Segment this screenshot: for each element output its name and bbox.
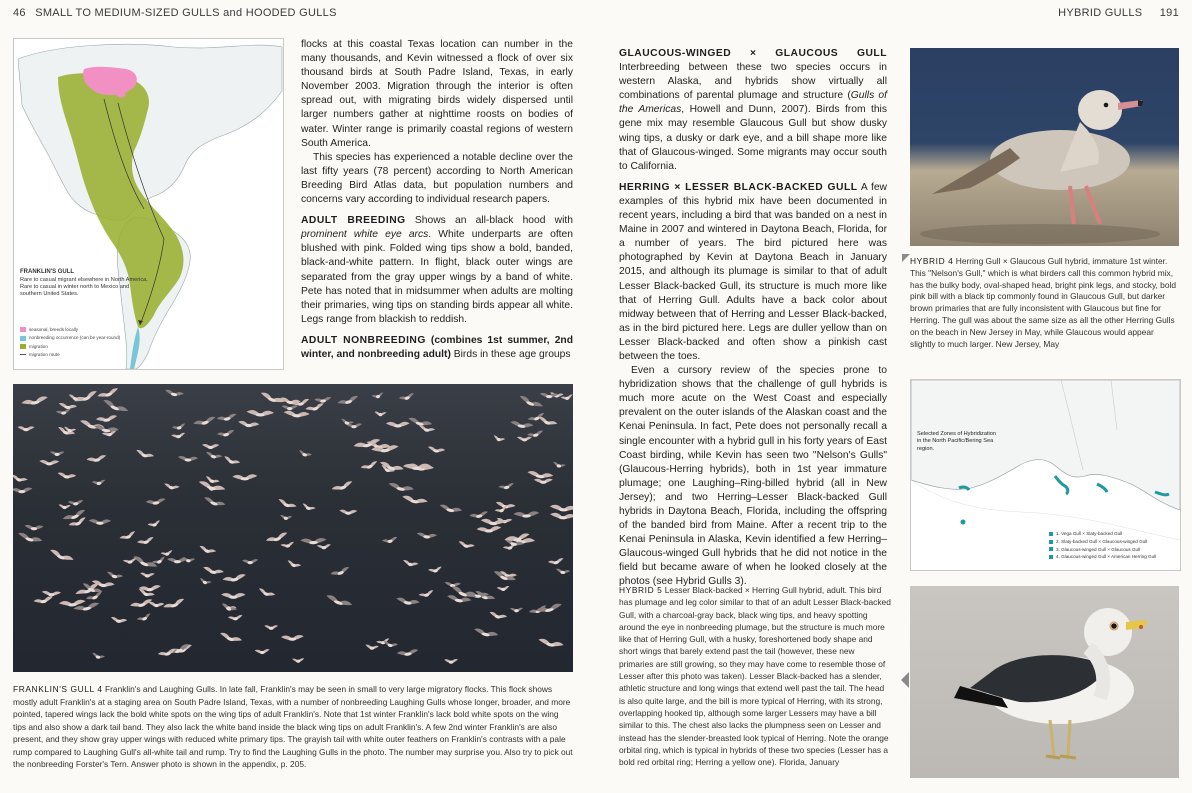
range-map (13, 38, 284, 370)
flying-gull (140, 573, 155, 578)
flying-gull (137, 536, 155, 546)
flying-gull (202, 444, 219, 449)
flying-gull (280, 541, 295, 548)
running-title-left: SMALL TO MEDIUM-SIZED GULLS and HOODED GULLS (35, 7, 337, 19)
flying-gull (86, 454, 107, 463)
paragraph: flocks at this coastal Texas location can number in the many thousands, and Kevin witnessed a flock of over six thousand birds at South Padre Island, Texas, in early November 2003. Migration through the interior is often spread out, with migrating birds widely dispersed until larger numbers gather at nighttime roosts on bodies of water. Winter range is primarily coastal regions of western South America. (301, 39, 573, 149)
hybrid4-photo (910, 48, 1179, 246)
flying-gull (50, 451, 64, 456)
flying-gull (495, 501, 516, 510)
range-map-legend (20, 326, 120, 359)
flying-gull (220, 603, 237, 613)
flying-gull (497, 586, 510, 592)
flying-gull (92, 479, 106, 486)
flying-gull (33, 596, 54, 606)
flying-gull (518, 395, 544, 411)
flying-gull (163, 483, 179, 491)
hybridization-map-legend (1049, 530, 1156, 561)
legend-item: 2. Slaty-backed Gull × Glaucous-winged Gull (1049, 538, 1156, 546)
flying-gull (242, 559, 258, 565)
flying-gull (360, 460, 378, 471)
legend-item: migration (20, 343, 120, 351)
flying-gull (473, 628, 499, 639)
range-map-caption (20, 269, 150, 299)
flying-gull (202, 566, 224, 576)
flying-gull (510, 608, 523, 613)
range-map-description: Rare to casual migrant elsewhere in North America. Rare to casual in winter north to Mexico and southern United States. (20, 276, 148, 298)
running-header-left (13, 7, 337, 19)
flying-gull (281, 405, 298, 410)
flock-photo-drawing (13, 384, 573, 672)
flying-gull (91, 652, 105, 660)
hybridization-map (910, 379, 1181, 571)
flying-gull (148, 602, 164, 608)
flock-caption-label: FRANKLIN'S GULL 4 (13, 684, 103, 694)
flying-gull (517, 437, 532, 442)
legend-item: 1. Vega Gull × Slaty-backed Gull (1049, 530, 1156, 538)
flying-gull (550, 504, 573, 512)
flying-gull (110, 617, 127, 625)
hybrid5-text: Lesser Black-backed × Herring Gull hybrid, adult. This bird has plumage and leg color similar to that of an adult Lesser Black-backed Gull, with a charcoal-gray back, black wing tips, and heavy spotting around the eye in nonbreeding plumage, but the structure is much more like that of Herring Gull, with a husky, foreshortened body shape and short wings that barely extend past the tail (however, these new primaries are still growing, so they may have come to resemble those of Lesser after this photo was taken). Lesser Black-backed has a slender, athletic structure and long wings that extend well past the tail. The head is also quite large, and the bill is more typical of Herring, with its strong, overlapping hooked tip, although some larger Lessers may have a bill similar to this. The chest also lacks the plumpness seen on Lesser and instead has the slender-breasted look typical of Herring. Note the orange orbital ring, which is typical in hybrids of these two species (Lesser has a bold red orbital ring; Herring a yellow one). Florida, January (619, 585, 891, 768)
legend-swatch-nonbreeding (20, 336, 26, 341)
flying-gull (330, 566, 350, 578)
flying-gull (402, 560, 418, 568)
flying-gull (416, 532, 437, 539)
adult-nonbreeding-section: ADULT NONBREEDING (combines 1st summer, 2nd winter, and nonbreeding adult) Birds in these age groups (301, 334, 573, 360)
flying-gull (382, 536, 398, 544)
flying-gull (205, 451, 222, 460)
flying-gull (277, 498, 297, 510)
flying-gull (167, 558, 188, 564)
legend-swatch-breeding (20, 327, 26, 332)
flying-gull (374, 411, 386, 416)
flying-gull (561, 394, 573, 401)
glaucous-winged-heading: GLAUCOUS-WINGED × GLAUCOUS GULL (619, 48, 887, 59)
flying-gull (300, 538, 326, 545)
flying-gull (102, 398, 129, 414)
flying-gull (42, 591, 62, 597)
flying-gull (178, 456, 199, 462)
flying-gull (106, 571, 123, 580)
flying-gull (386, 422, 410, 428)
hybrid5-caption (619, 584, 891, 768)
flying-gull (97, 387, 119, 400)
legend-swatch-route (20, 354, 26, 355)
flying-gull (444, 659, 458, 664)
flying-gull (164, 389, 184, 398)
flying-gull (257, 588, 275, 599)
flying-gull (439, 504, 463, 515)
flying-gull (238, 420, 260, 428)
hybrid4-text: Herring Gull × Glaucous Gull hybrid, immature 1st winter. This "Nelson's Gull," which is what birders call this common hybrid mix, has the bulky body, oval-shaped head, bright pink legs, and stocky, bold pink bill with a black tip commonly found in Glaucous Gull, but darker brown primaries that are fully inconsistent with Glaucous but fine for Herring. The gull was about the same size as all the other Herring Gulls on the beach in New Jersey in May, while Glaucous would appear slightly to much larger. New Jersey, May (910, 256, 1176, 349)
flying-gull (401, 495, 428, 506)
caption-pointer (902, 254, 910, 262)
flying-gull (93, 425, 119, 434)
paragraph: Even a cursory review of the species prone to hybridization shows that the challenge of gull hybrids is much more acute on the West Coast and especially prevalent on the outer islands of the Alaskan coast and the Kenai Peninsula. In fact, Pete does not personally recall a single encounter with a hybrid gull in his forty years of East Coast birding, while Kevin has seen two "Nelson's Gulls" (Glaucous-Herring hybrids), both in 1st year immature plumage; one Laughing–Ring-billed hybrid (all in New Jersey); and two Herring–Lesser Black-backed Gull hybrids in Daytona Beach, Florida, including the offspring of the banded bird from Maine. After a recent trip to the Kenai Peninsula in Alaska, Kevin identified a few Herring–Glaucous-winged Gull hybrids that he did not notice in the field but became aware of when he looked closely at the photos (see Hybrid Gulls 3). (619, 365, 887, 588)
legend-item: migration route (20, 351, 120, 359)
flying-gull (68, 500, 84, 506)
flying-gull (264, 625, 278, 630)
flying-gull (246, 410, 274, 417)
flying-gull (217, 429, 235, 438)
flying-gull (298, 450, 312, 459)
flying-gull (56, 409, 72, 416)
flying-gull (145, 498, 166, 506)
legend-item: 3. Glaucous-winged Gull × Glaucous Gull (1049, 546, 1156, 554)
flying-gull (13, 487, 33, 493)
adult-nonbreeding-heading: ADULT NONBREEDING (301, 334, 426, 346)
flying-gull (283, 410, 309, 418)
flying-gull (476, 526, 501, 534)
flying-gull (469, 511, 489, 520)
flying-gull (123, 558, 137, 565)
flock-photo (13, 384, 573, 672)
flying-gull (489, 611, 508, 620)
flying-gull (216, 413, 237, 423)
flying-gull (58, 504, 70, 509)
flying-gull (135, 449, 154, 460)
herring-lesser-section: HERRING × LESSER BLACK-BACKED GULL A few examples of this hybrid mix have been documented in recent years, including a bird that was banded on a nest in Maine in 2007 and wintered in Daytona Beach, Florida, for a number of years. The bird pictured here was photographed by Kevin at Daytona Beach in January 2015, and although its plumage is similar to that of adult Lesser Black-backed Gull, its structure is much more like that of Herring Gull. Adults have a back color about midway between that of Herring and Lesser Black-backed, as in the bird pictured here. Legs are duller yellow than on Lesser Black-backed and often show a pinkish cast between the toes. (619, 181, 887, 362)
left-text-column (301, 38, 573, 362)
flying-gull (24, 525, 43, 531)
flying-gull (203, 496, 226, 508)
flying-gull (337, 395, 359, 407)
caption-pointer (901, 672, 909, 688)
flying-gull (493, 435, 506, 443)
page-number-right: 191 (1159, 7, 1179, 19)
flying-gull (172, 423, 187, 431)
paragraph: This species has experienced a notable decline over the last fifty years (78 percent) according to North American Breeding Bird Atlas data, but population numbers and concerns vary according to individual research papers. (301, 151, 573, 206)
flying-gull (96, 415, 118, 424)
flying-gull (494, 506, 508, 515)
legend-item: 4. Glaucous-winged Gull × American Herring Gull (1049, 553, 1156, 561)
flock-photo-caption (13, 683, 573, 771)
flying-gull (280, 515, 292, 521)
flying-gull (199, 578, 212, 586)
flying-gull (232, 474, 257, 481)
flying-gull (147, 520, 161, 528)
flying-gull (223, 456, 241, 467)
hybrid5-photo (910, 586, 1179, 778)
flying-gull (49, 548, 75, 563)
flying-gull (534, 479, 553, 484)
flying-gull (17, 532, 43, 545)
flying-gull (57, 472, 76, 480)
flying-gull (427, 446, 445, 454)
flying-gull (555, 568, 570, 575)
flying-gull (418, 425, 435, 433)
flying-gull (130, 598, 154, 609)
flying-gull (537, 416, 557, 428)
flying-gull (331, 480, 354, 493)
legend-item: seasonal, breeds locally (20, 326, 120, 334)
flying-gull (317, 544, 331, 550)
flying-gull (513, 511, 539, 518)
adult-breeding-section: ADULT BREEDING Shows an all-black hood with prominent white eye arcs. White underparts are often blushed with pink. Folded wing tips show a bold, banded, black-and-white pattern. In flight, black outer wings are separated from the gray upper wings by a band of white. Pete has noted that in midsummer when adults are molting their primaries, wing tips on standing birds appear all white. Legs range from blackish to reddish. (301, 215, 573, 325)
range-map-title: FRANKLIN'S GULL (20, 269, 75, 275)
hybridization-map-label: Selected Zones of Hybridization in the North Pacific/Bering Sea region. (917, 431, 996, 452)
running-header-right (1058, 7, 1179, 19)
flying-gull (221, 593, 246, 599)
flying-gull (535, 603, 563, 615)
middle-text-column (619, 47, 887, 590)
hybrid4-caption (910, 256, 1180, 350)
flying-gull (552, 462, 566, 469)
flying-gull (305, 402, 325, 413)
flying-gull (119, 531, 137, 542)
flying-gull (383, 641, 399, 649)
flying-gull (371, 392, 384, 400)
flying-gull (255, 649, 270, 655)
flying-gull (397, 649, 419, 658)
flying-gull (163, 598, 186, 611)
hybrid5-label: HYBRID 5 (619, 585, 663, 595)
herring-glaucous-gull-drawing (910, 48, 1179, 246)
flying-gull (222, 573, 246, 583)
flying-gull (286, 560, 301, 569)
flying-gull (418, 590, 434, 599)
flying-gull (538, 638, 564, 649)
lesser-herring-gull-drawing (910, 586, 1179, 778)
running-title-right: HYBRID GULLS (1058, 7, 1143, 19)
flying-gull (510, 420, 534, 429)
flying-gull (161, 550, 174, 557)
flying-gull (13, 474, 28, 483)
flying-gull (265, 531, 288, 544)
flying-gull (219, 632, 243, 645)
flying-gull (458, 541, 475, 550)
flying-gull (527, 470, 554, 480)
flying-gull (193, 416, 217, 428)
adult-breeding-heading: ADULT BREEDING (301, 215, 406, 227)
flying-gull (428, 566, 443, 574)
page-number-left: 46 (13, 7, 26, 19)
range-map-drawing (14, 39, 283, 369)
flying-gull (301, 503, 316, 512)
flying-gull (540, 393, 559, 399)
flying-gull (550, 512, 573, 520)
flying-gull (365, 644, 379, 650)
hybrid4-label: HYBRID 4 (910, 256, 954, 266)
flying-gull (396, 597, 420, 607)
flying-gull (228, 615, 243, 622)
flying-gull (39, 460, 59, 466)
herring-lesser-heading: HERRING × LESSER BLACK-BACKED GULL (619, 181, 858, 193)
flying-gull (325, 594, 353, 609)
flying-gull (292, 658, 304, 663)
flying-gull (281, 635, 304, 641)
flying-gull (198, 545, 216, 555)
legend-item: nonbreeding occurrence (can be year-round) (20, 334, 120, 342)
flying-gull (399, 393, 416, 403)
glaucous-winged-section: GLAUCOUS-WINGED × GLAUCOUS GULL Interbreeding between these two species occurs in western Alaska, and hybrids show virtually all combinations of parental plumage and structure (Gulls of the Americas, Howell and Dunn, 2007). Birds from this gene mix may resemble Glaucous Gull but show dusky wing tips, a dusky or dark eye, and a bill shape more like that of Glaucous-winged. Some migrants may occur south to California. (619, 48, 887, 172)
flock-caption-text: Franklin's and Laughing Gulls. In late fall, Franklin's may be seen in small to very large migratory flocks. This flock shows mostly adult Franklin's at a staging area on South Padre Island, Texas, with a number of nonbreeding Laughing Gulls whose longer, broader, and more pointed, tapered wings lack the bold white spots on the wing tips of adult Franklin's. Note that 1st winter Franklin's lack bold white spots on the wing tips and also show a dark tail band. They also lack the white band inside the black wing tips on adult Franklin's. A few 2nd winter Franklin's are also present, and they show gray upper wings with reduced white primary tips. The grayish tail with white outer feathers on Franklin's contrasts with a pale rump compared to Laughing Gull's all-white tail and rump. Try to find the Laughing Gulls in the photo. The number may surprise you. Also try to pick out the nonbreeding Forster's Tern. Answer photo is shown in the appendix, p. 205. (13, 684, 573, 769)
flying-gull (171, 432, 186, 439)
flying-gull (498, 483, 515, 491)
flying-gull (21, 395, 49, 407)
flying-gull (314, 397, 332, 404)
flying-gull (548, 558, 565, 566)
flying-gull (137, 613, 152, 623)
flying-gull (17, 426, 34, 431)
flying-gull (89, 519, 112, 525)
flying-gull (388, 482, 415, 493)
legend-swatch-migration (20, 344, 26, 349)
flying-gull (339, 509, 357, 515)
